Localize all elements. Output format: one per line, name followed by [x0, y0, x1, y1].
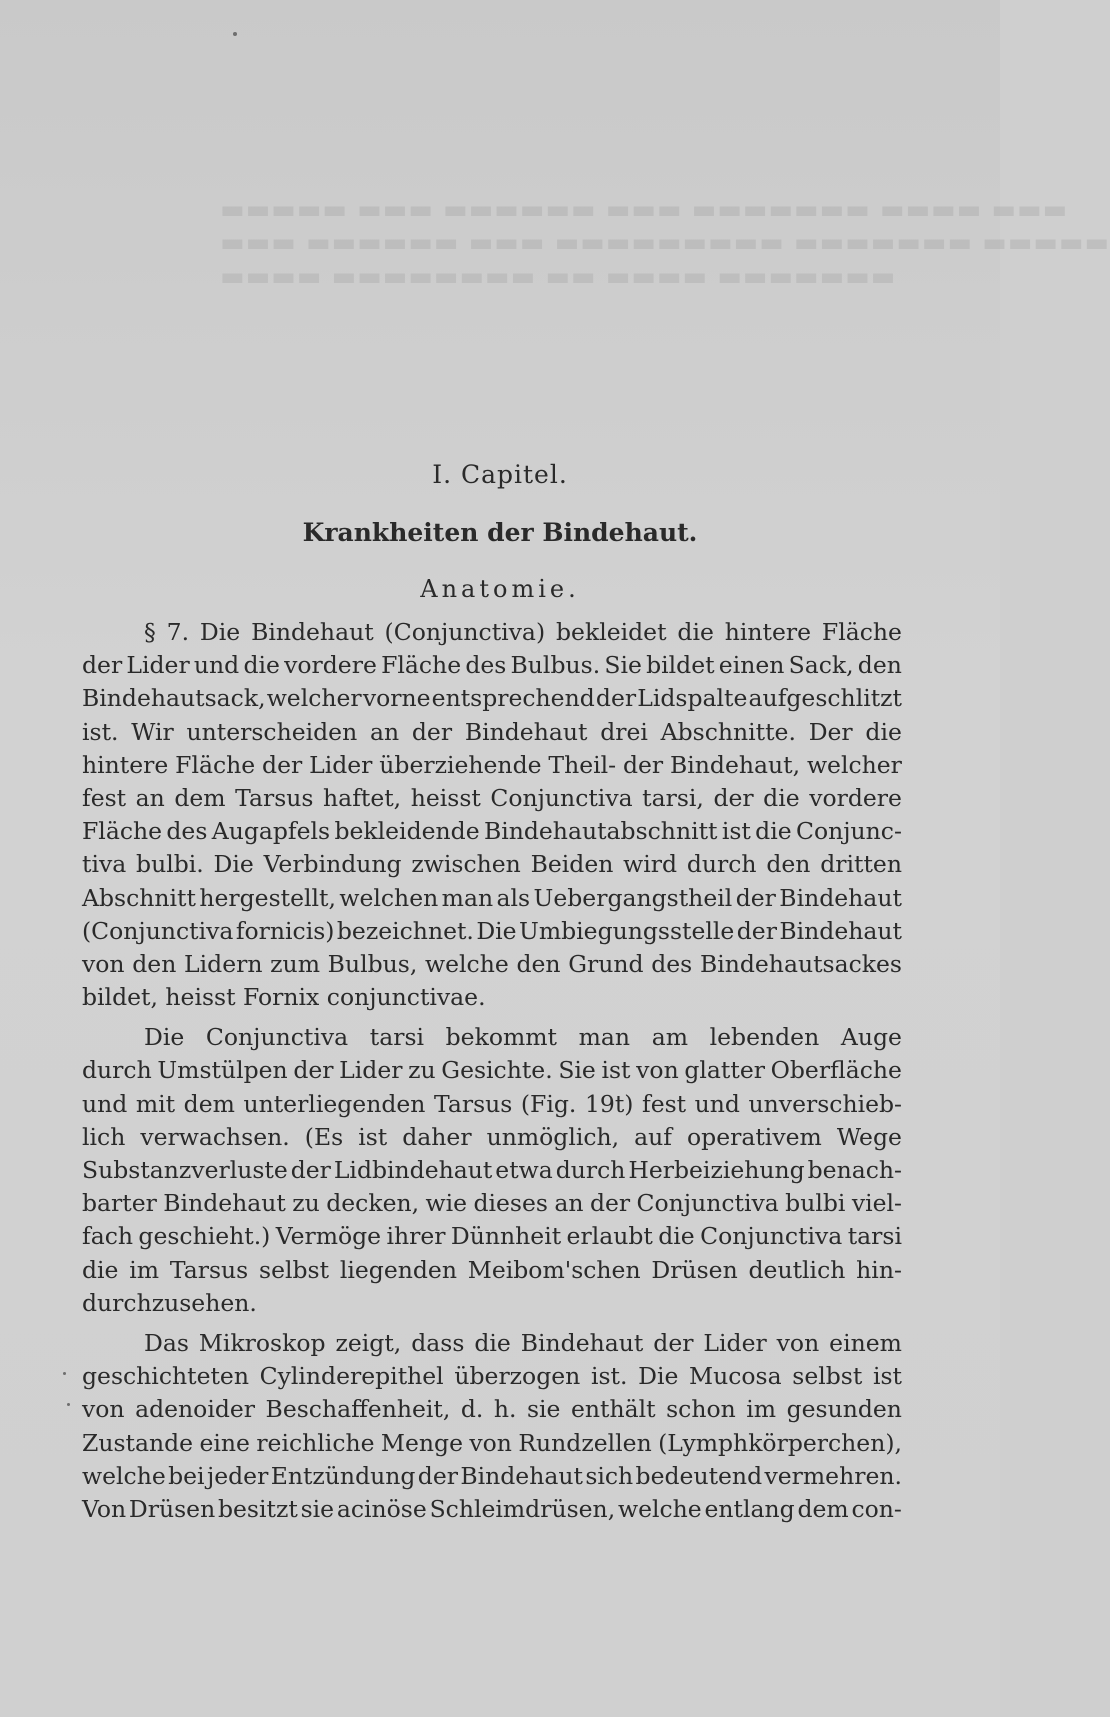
text-line: die im Tarsus selbst liegenden Meibom'schen Drüsen deutlich hin-: [82, 1255, 902, 1284]
show-through-lines: ▬▬▬▬▬ ▬▬▬ ▬▬▬▬▬▬ ▬▬▬ ▬▬▬▬▬▬▬ ▬▬▬▬ ▬▬▬: [220, 195, 1069, 225]
text-line: Substanzverluste der Lidbindehaut etwa durch Herbeiziehung benach-: [82, 1156, 902, 1184]
text-line: Von Drüsen besitzt sie acinöse Schleimdrüsen, welche entlang dem con-: [82, 1494, 902, 1523]
show-through-lines: ▬▬▬ ▬▬▬▬▬▬ ▬▬▬ ▬▬▬▬▬▬▬▬▬ ▬▬▬▬▬▬▬ ▬▬▬▬▬: [220, 228, 1110, 258]
text-line: Fläche des Augapfels bekleidende Bindehautabschnitt ist die Conjunc-: [82, 817, 902, 846]
text-line: fest an dem Tarsus haftet, heisst Conjunctiva tarsi, der die vordere: [82, 783, 902, 812]
text-line: Abschnitt hergestellt, welchen man als Uebergangstheil der Bindehaut: [82, 883, 902, 912]
chapter-title: Krankheiten der Bindehaut.: [302, 518, 698, 547]
text-line: der Lider und die vordere Fläche des Bulbus. Sie bildet einen Sack, den: [82, 651, 902, 680]
text-line: Das Mikroskop zeigt, dass die Bindehaut der Lider von einem: [144, 1328, 902, 1357]
text-line: welche bei jeder Entzündung der Bindehaut sich bedeutend vermehren.: [82, 1461, 902, 1490]
text-line: fach geschieht.) Vermöge ihrer Dünnheit erlaubt die Conjunctiva tarsi: [82, 1222, 902, 1251]
text-line: geschichteten Cylinderepithel überzogen ist. Die Mucosa selbst ist: [82, 1362, 902, 1391]
chapter-heading: I. Capitel.: [432, 460, 568, 489]
body-text: [82, 616, 902, 1526]
text-line: Die Conjunctiva tarsi bekommt man am lebenden Auge: [144, 1023, 902, 1052]
text-line: § 7. Die Bindehaut (Conjunctiva) bekleidet die hintere Fläche: [144, 618, 902, 646]
text-line: (Conjunctiva fornicis) bezeichnet. Die Umbiegungsstelle der Bindehaut: [82, 916, 902, 945]
text-line: hintere Fläche der Lider überziehende Theil- der Bindehaut, welcher: [82, 750, 902, 779]
text-line: durch Umstülpen der Lider zu Gesichte. Sie ist von glatter Oberfläche: [82, 1056, 902, 1085]
show-through-lines: ▬▬▬▬ ▬▬▬▬▬▬▬▬ ▬▬ ▬▬▬▬ ▬▬▬▬▬▬▬: [220, 262, 897, 292]
text-line: tiva bulbi. Die Verbindung zwischen Beiden wird durch den dritten: [82, 850, 902, 879]
text-line: lich verwachsen. (Es ist daher unmöglich, auf operativem Wege: [82, 1122, 902, 1151]
text-line: bildet, heisst Fornix conjunctivae.: [82, 983, 486, 1012]
text-line: barter Bindehaut zu decken, wie dieses an der Conjunctiva bulbi viel-: [82, 1189, 902, 1218]
paper-speck: [233, 32, 237, 36]
text-line: von adenoider Beschaffenheit, d. h. sie enthält schon im gesunden: [82, 1395, 902, 1424]
paper-speck: [67, 1403, 70, 1406]
paper-speck: [63, 1372, 66, 1375]
text-line: Zustande eine reichliche Menge von Rundzellen (Lymphkörperchen),: [82, 1428, 902, 1457]
text-line: Bindehautsack, welcher vorne entsprechend der Lidspalte aufgeschlitzt: [82, 684, 902, 713]
text-line: durchzusehen.: [82, 1288, 257, 1317]
text-line: ist. Wir unterscheiden an der Bindehaut drei Abschnitte. Der die: [82, 717, 902, 746]
text-line: von den Lidern zum Bulbus, welche den Grund des Bindehautsackes: [82, 949, 902, 978]
section-title: Anatomie.: [420, 575, 580, 603]
text-line: und mit dem unterliegenden Tarsus (Fig. 19t) fest und unverschieb-: [82, 1089, 902, 1118]
